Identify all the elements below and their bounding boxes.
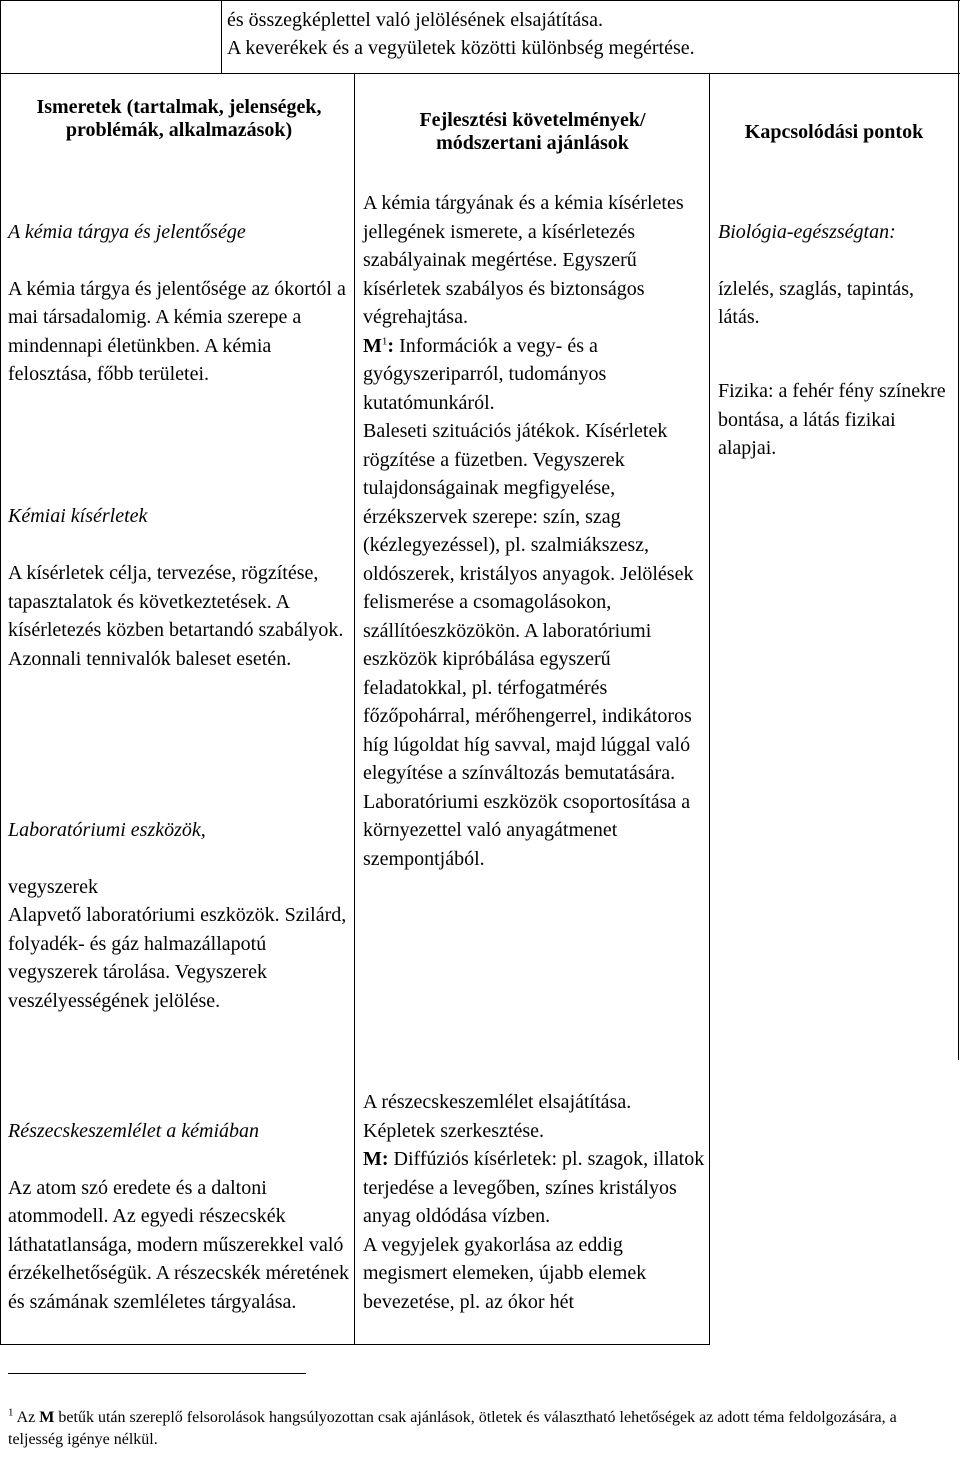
particles-requirements-a: A részecskeszemlélet elsajátítása. Képletek szerkesztése. xyxy=(363,1091,632,1142)
top-row-line-1: és összegképlettel való jelölésének elsajátítása. xyxy=(227,9,603,31)
header-connections: Kapcsolódási pontok xyxy=(744,121,924,143)
footnote-text-pre: Az xyxy=(13,1409,40,1426)
top-row-line-2: A keverékek és a vegyületek közötti különbség megértése. xyxy=(227,37,695,59)
top-row-text xyxy=(227,6,955,62)
table-col-divider-1 xyxy=(221,0,222,74)
header-requirements: Fejlesztési követelmények/ módszertani ajánlások xyxy=(419,109,646,154)
footnote-separator xyxy=(8,1373,306,1374)
table-border-right xyxy=(958,0,959,1060)
physics-link: Fizika: a fehér fény színekre bontása, a látás fizikai alapjai. xyxy=(718,380,946,459)
header-knowledge: Ismeretek (tartalmak, jelenségek, problémák, alkalmazások) xyxy=(36,96,322,141)
footnote xyxy=(8,1407,952,1451)
requirements-text-b: Információk a vegy- és a gyógyszeriparról, tudományos kutatómunkáról. Baleseti szituációs játékok. Kísérletek rögzítése a füzetben. Vegyszerek tulajdonságainak megfigyelése, érzékszervek szerepe: szín, szag (kézlegyezéssel), pl. szalmiákszesz, oldószerek, kristályos anyagok. Jelölések felismerése a csomagolásokon, szállítóeszközökön. A laboratóriumi eszközök kipróbálása egyszerű feladatokkal, pl. térfogatmérés főzőpohárral, mérőhengerrel, indikátoros híg lúgoldat híg savval, majd lúggal való elegyítése a színváltozás bemutatására. Laboratóriumi eszközök csoportosítása a környezettel való anyagátmenet szempontjából. xyxy=(363,334,694,870)
row1-knowledge-cell xyxy=(8,189,350,1044)
requirements-text-a: A kémia tárgyának és a kémia kísérletes jellegének ismerete, a kísérletezés szabályainak megértése. Egyszerű kísérletek szabályos és biztonságos végrehajtása. xyxy=(363,192,684,328)
row2-knowledge-cell xyxy=(8,1088,350,1345)
section-body-chemistry-subject: A kémia tárgya és jelentősége az ókortól a mai társadalomig. A kémia szerepe a mindennapi életünkben. A kémia felosztása, főbb területei. xyxy=(8,277,346,385)
particles-requirements-b: Diffúziós kísérletek: pl. szagok, illatok terjedése a levegőben, színes kristályos anyag oldódása vízben. A vegyjelek gyakorlása az eddig megismert elemeken, újabb elemek bevezetése, pl. az ókor hét xyxy=(363,1148,705,1313)
table-rule-top-row xyxy=(0,73,960,74)
footnote-text-post: betűk után szereplő felsorolások hangsúlyozottan csak ajánlások, ötletek és választható lehetőségek az adott téma feldolgozására, a teljesség igénye nélkül. xyxy=(8,1409,897,1448)
table-border-left xyxy=(0,0,1,1345)
method-label-2: M: xyxy=(363,1148,389,1170)
row1-requirements-cell xyxy=(363,189,705,873)
method-label: M xyxy=(363,334,382,357)
section-body-particles: Az atom szó eredete és a daltoni atommodell. Az egyedi részecskék láthatatlansága, modern műszerekkel való érzékelhetőségük. A részecskék méretének és számának szemléletes tárgyalása. xyxy=(8,1176,349,1313)
footnote-ref: 1 xyxy=(381,334,388,347)
row2-requirements-cell xyxy=(363,1088,705,1316)
table-border-top xyxy=(0,0,960,1)
row1-connections-cell xyxy=(718,189,954,491)
section-title-particles: Részecskeszemlélet a kémiában xyxy=(8,1119,260,1142)
section-body-lab-tools: vegyszerek Alapvető laboratóriumi eszközök. Szilárd, folyadék- és gáz halmazállapotú vegyszerek tárolása. Vegyszerek veszélyességének jelölése. xyxy=(8,875,347,1012)
method-colon: : xyxy=(387,334,395,357)
section-title-lab-tools: Laboratóriumi eszközök, xyxy=(8,818,206,841)
section-body-experiments: A kísérletek célja, tervezése, rögzítése, tapasztalatok és következtetések. A kísérletezés közben betartandó szabályok. Azonnali tennivalók baleset esetén. xyxy=(8,562,344,670)
footnote-bold-m: M xyxy=(39,1409,55,1426)
section-title-chemistry-subject: A kémia tárgya és jelentősége xyxy=(8,220,246,243)
table-col-divider-2 xyxy=(354,73,355,1345)
table-col-divider-3 xyxy=(709,73,710,1345)
biology-link-title: Biológia-egészségtan: xyxy=(718,220,896,243)
section-title-experiments: Kémiai kísérletek xyxy=(8,505,148,527)
footnote-mark: 1 xyxy=(8,1406,14,1419)
biology-link-body: ízlelés, szaglás, tapintás, látás. xyxy=(718,277,915,328)
